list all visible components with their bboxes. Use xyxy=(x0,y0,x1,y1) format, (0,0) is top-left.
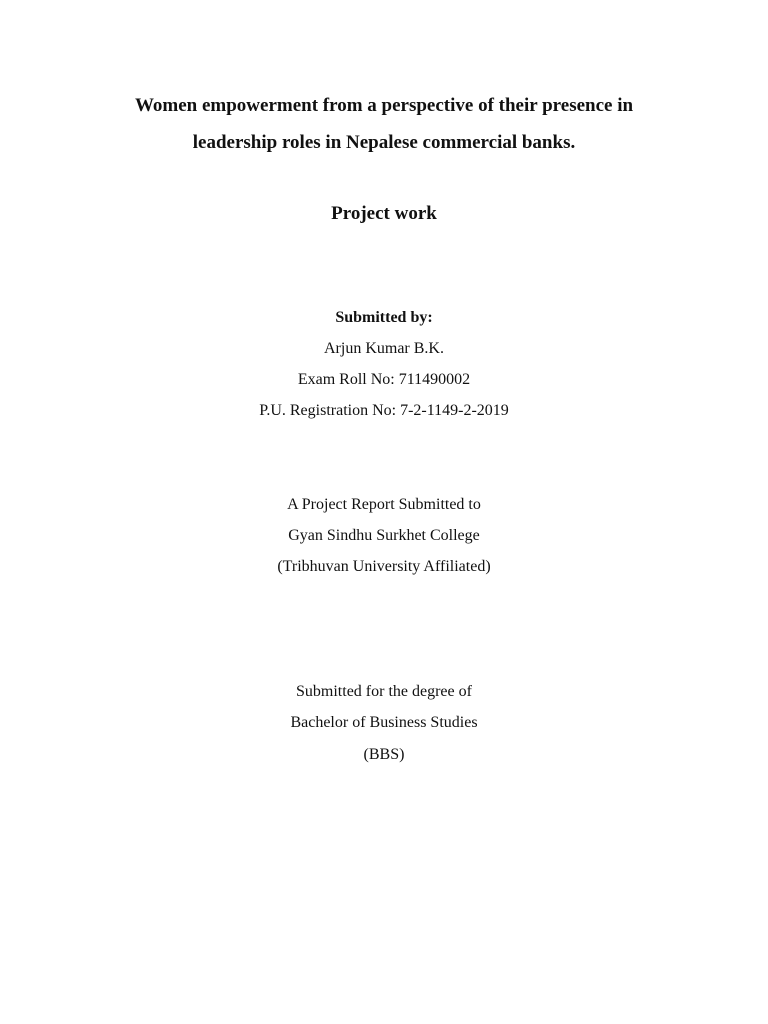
title-line-1: Women empowerment from a perspective of their presence in xyxy=(134,95,634,116)
author-name: Arjun Kumar B.K. xyxy=(324,340,444,357)
college-name: Gyan Sindhu Surkhet College xyxy=(288,527,480,544)
report-submitted-to: A Project Report Submitted to xyxy=(287,496,481,513)
degree-abbreviation: (BBS) xyxy=(363,746,405,763)
submitted-by-heading: Submitted by: xyxy=(335,309,433,326)
degree-intro: Submitted for the degree of xyxy=(296,683,472,700)
title-line-2: leadership roles in Nepalese commercial banks. xyxy=(192,132,576,153)
document-subtitle: Project work xyxy=(331,203,437,224)
exam-roll-number: Exam Roll No: 711490002 xyxy=(297,371,471,388)
degree-name: Bachelor of Business Studies xyxy=(290,714,478,731)
university-affiliation: (Tribhuvan University Affiliated) xyxy=(277,558,491,575)
registration-number: P.U. Registration No: 7-2-1149-2-2019 xyxy=(259,402,509,419)
